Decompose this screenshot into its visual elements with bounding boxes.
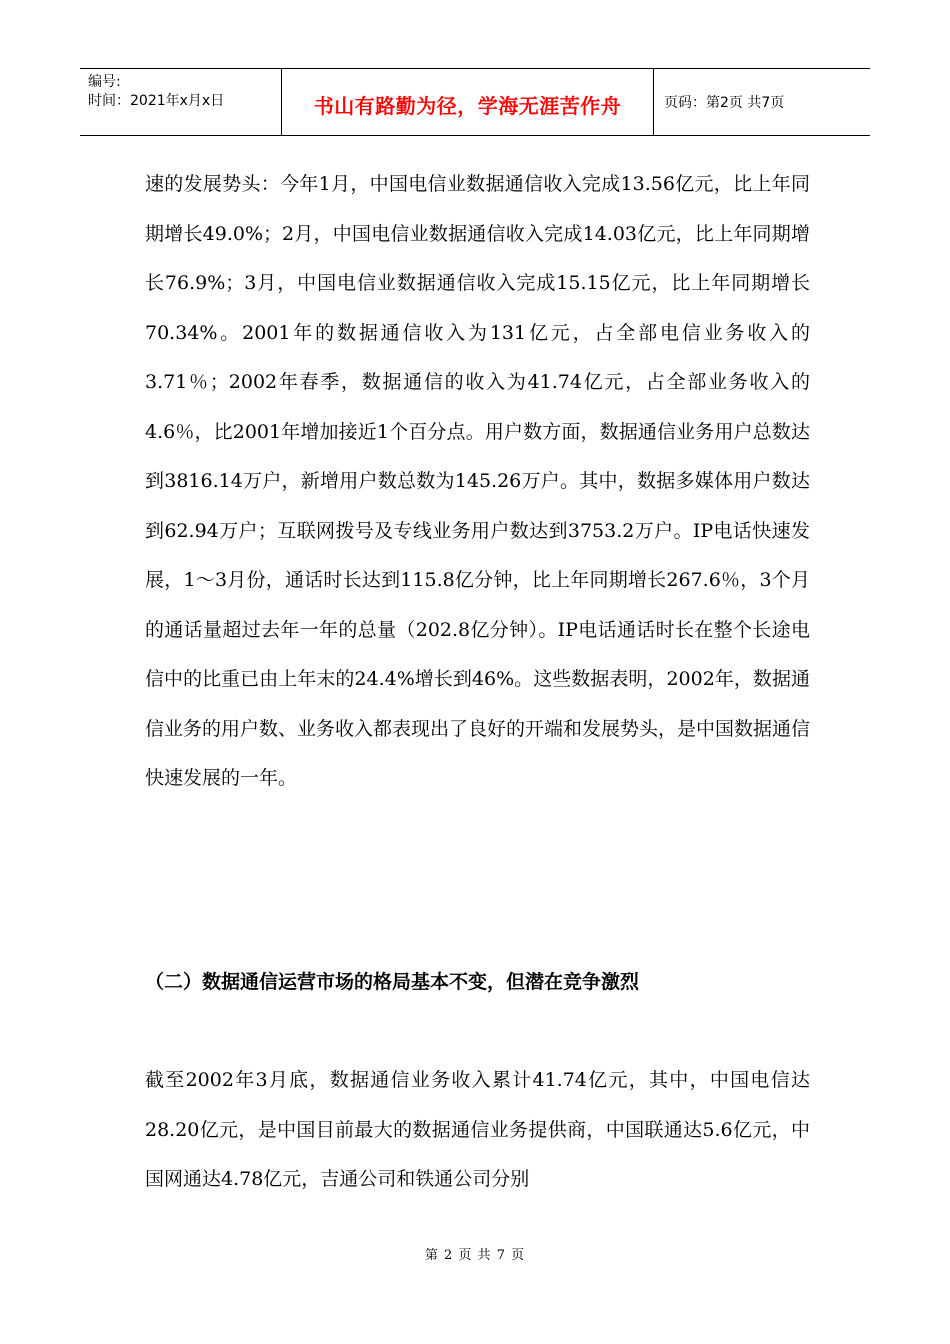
- section-heading: （二）数据通信运营市场的格局基本不变，但潜在竞争激烈: [145, 971, 640, 993]
- page-footer: [0, 1244, 950, 1263]
- body-paragraph-2: 截至2002年3月底，数据通信业务收入累计41.74亿元，其中，中国电信达28.20亿元，是中国目前最大的数据通信业务提供商，中国联通达5.6亿元，中国网通达4.78亿元，吉通公司和铁通公司分别: [145, 1069, 810, 1190]
- header-page-label: 页码：第2页 共7页: [664, 95, 785, 111]
- serial-number-label: 编号:: [88, 74, 121, 90]
- date-label: 时间：2021年x月x日: [88, 93, 225, 109]
- header-motto: 书山有路勤为径，学海无涯苦作舟: [313, 93, 622, 118]
- document-header: [80, 68, 870, 136]
- header-motto-cell: [282, 69, 654, 135]
- header-meta-cell: [80, 69, 282, 135]
- header-page-cell: [654, 69, 870, 135]
- document-body-continued: [145, 1056, 810, 1205]
- footer-page-number: 第 2 页 共 7 页: [424, 1248, 526, 1263]
- document-body: [145, 160, 810, 804]
- body-paragraph-1: 速的发展势头：今年1月，中国电信业数据通信收入完成13.56亿元，比上年同期增长49.0%；2月，中国电信业数据通信收入完成14.03亿元，比上年同期增长76.9%；3月，中国电信业数据通信收入完成15.15亿元，比上年同期增长70.34%。2001年的数据通信收入为131亿元，占全部电信业务收入的3.71％；2002年春季，数据通信的收入为41.74亿元，占全部业务收入的4.6％，比2001年增加接近1个百分点。用户数方面，数据通信业务用户总数达到3816.14万户，新增用户数总数为145.26万户。其中，数据多媒体用户数达到62.94万户；互联网拨号及专线业务用户数达到3753.2万户。IP电话快速发展，1～3月份，通话时长达到115.8亿分钟，比上年同期增长267.6％，3个月的通话量超过去年一年的总量（202.8亿分钟）。IP电话通话时长在整个长途电信中的比重已由上年末的24.4%增长到46%。这些数据表明，2002年，数据通信业务的用户数、业务收入都表现出了良好的开端和发展势头，是中国数据通信快速发展的一年。: [145, 173, 811, 789]
